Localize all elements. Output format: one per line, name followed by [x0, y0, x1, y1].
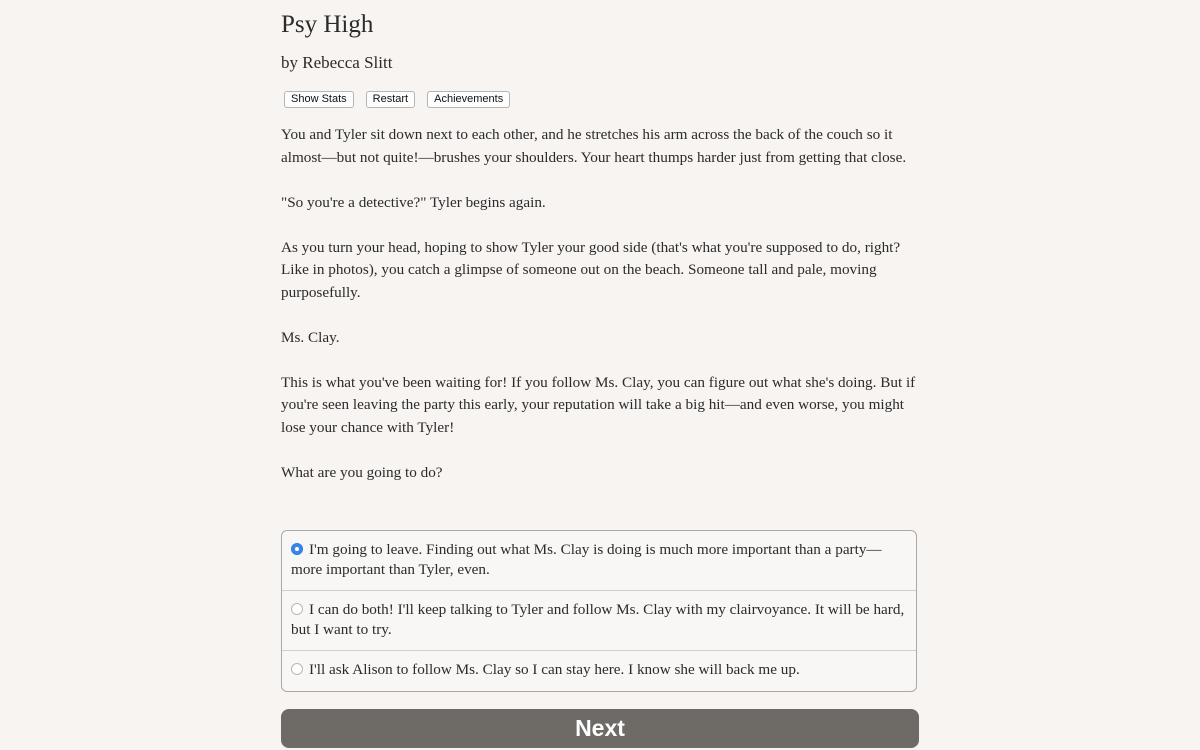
show-stats-button[interactable]: Show Stats: [284, 91, 354, 108]
radio-unselected-icon[interactable]: [291, 603, 303, 615]
choice-text: I can do both! I'll keep talking to Tyler and follow Ms. Clay with my clairvoyance. It will be hard, but I want to try.: [291, 601, 905, 638]
next-button[interactable]: Next: [281, 709, 919, 748]
game-author: by Rebecca Slitt: [281, 53, 393, 72]
choice-option-both[interactable]: [282, 590, 916, 650]
choice-text: I'll ask Alison to follow Ms. Clay so I can stay here. I know she will back me up.: [309, 661, 800, 678]
story-paragraph: As you turn your head, hoping to show Tyler your good side (that's what you're supposed to do, right? Like in photos), you catch a glimpse of someone out on the beach. Someone tall and pale, moving purposefully.: [281, 238, 901, 301]
restart-button[interactable]: Restart: [366, 91, 415, 108]
story-paragraph: Ms. Clay.: [281, 328, 340, 346]
radio-unselected-icon[interactable]: [291, 663, 303, 675]
choice-option-leave[interactable]: [282, 531, 916, 590]
story-paragraph: "So you're a detective?" Tyler begins again.: [281, 193, 546, 211]
story-paragraph: This is what you've been waiting for! If you follow Ms. Clay, you can figure out what she's doing. But if you're seen leaving the party this early, your reputation will take a big hit—and even worse, you might lose your chance with Tyler!: [281, 373, 916, 436]
story-question: What are you going to do?: [281, 463, 443, 481]
choice-list: [281, 530, 917, 692]
choice-option-alison[interactable]: [282, 650, 916, 691]
story-paragraph: You and Tyler sit down next to each other, and he stretches his arm across the back of the couch so it almost—but not quite!—brushes your shoulders. Your heart thumps harder just from getting that close.: [281, 126, 907, 166]
radio-selected-icon[interactable]: [291, 543, 303, 555]
game-title: Psy High: [281, 11, 374, 38]
achievements-button[interactable]: Achievements: [427, 91, 510, 108]
choice-text: I'm going to leave. Finding out what Ms. Clay is doing is much more important than a party—more important than Tyler, even.: [291, 541, 882, 578]
story-text: [281, 124, 919, 507]
toolbar: [284, 91, 510, 108]
